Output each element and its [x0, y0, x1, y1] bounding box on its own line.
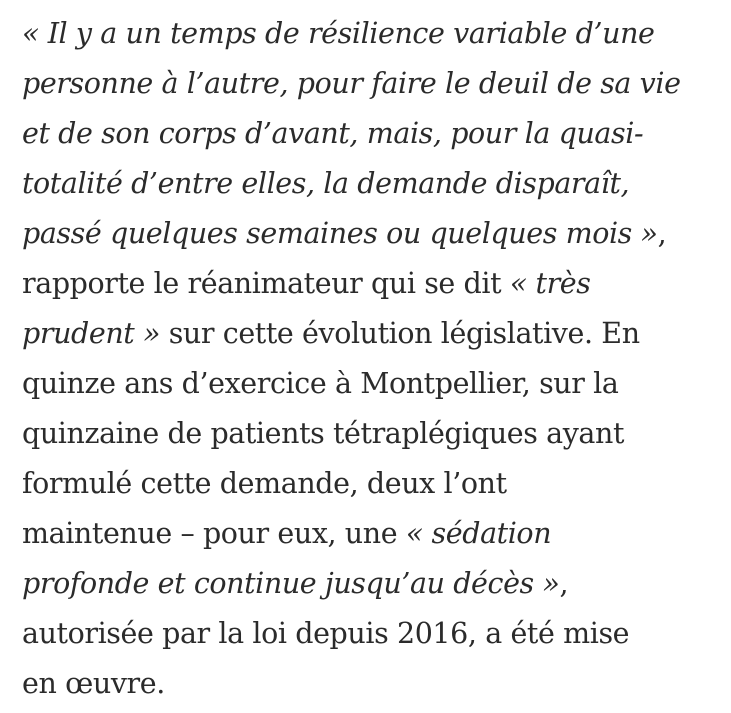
paragraph-line — [22, 309, 722, 359]
quote-text: « sédation — [405, 517, 552, 550]
paragraph-line — [22, 109, 722, 159]
paragraph-line — [22, 259, 722, 309]
quote-text: prudent » — [22, 317, 161, 350]
quote-text: totalité d’entre elles, la demande disparaît, — [22, 167, 630, 200]
paragraph-line — [22, 9, 722, 59]
body-text: maintenue – pour eux, une — [22, 517, 406, 550]
paragraph-line — [22, 509, 722, 559]
paragraph-line — [22, 609, 722, 659]
body-text: quinzaine de patients tétraplégiques ayant — [22, 417, 625, 450]
body-text: , — [657, 217, 667, 250]
paragraph-line — [22, 459, 722, 509]
quote-text: « très — [509, 267, 591, 300]
body-text: , — [559, 567, 569, 600]
quote-text: passé quelques semaines ou quelques mois » — [22, 217, 658, 250]
paragraph-line — [22, 559, 722, 609]
quote-text: profonde et continue jusqu’au décès » — [22, 567, 560, 600]
article-paragraph — [22, 9, 722, 709]
paragraph-line — [22, 409, 722, 459]
paragraph-line — [22, 159, 722, 209]
body-text: rapporte le réanimateur qui se dit — [22, 267, 510, 300]
quote-text: et de son corps d’avant, mais, pour la quasi- — [22, 117, 644, 150]
body-text: sur cette évolution législative. En — [160, 317, 640, 350]
paragraph-line — [22, 659, 722, 709]
body-text: en œuvre. — [22, 667, 165, 700]
body-text: autorisée par la loi depuis 2016, a été mise — [22, 617, 630, 650]
quote-text: personne à l’autre, pour faire le deuil de sa vie — [22, 67, 681, 100]
paragraph-line — [22, 209, 722, 259]
quote-text: « Il y a un temps de résilience variable d’une — [22, 17, 655, 50]
body-text: quinze ans d’exercice à Montpellier, sur la — [22, 367, 619, 400]
body-text: formulé cette demande, deux l’ont — [22, 467, 507, 500]
paragraph-line — [22, 59, 722, 109]
paragraph-line — [22, 359, 722, 409]
